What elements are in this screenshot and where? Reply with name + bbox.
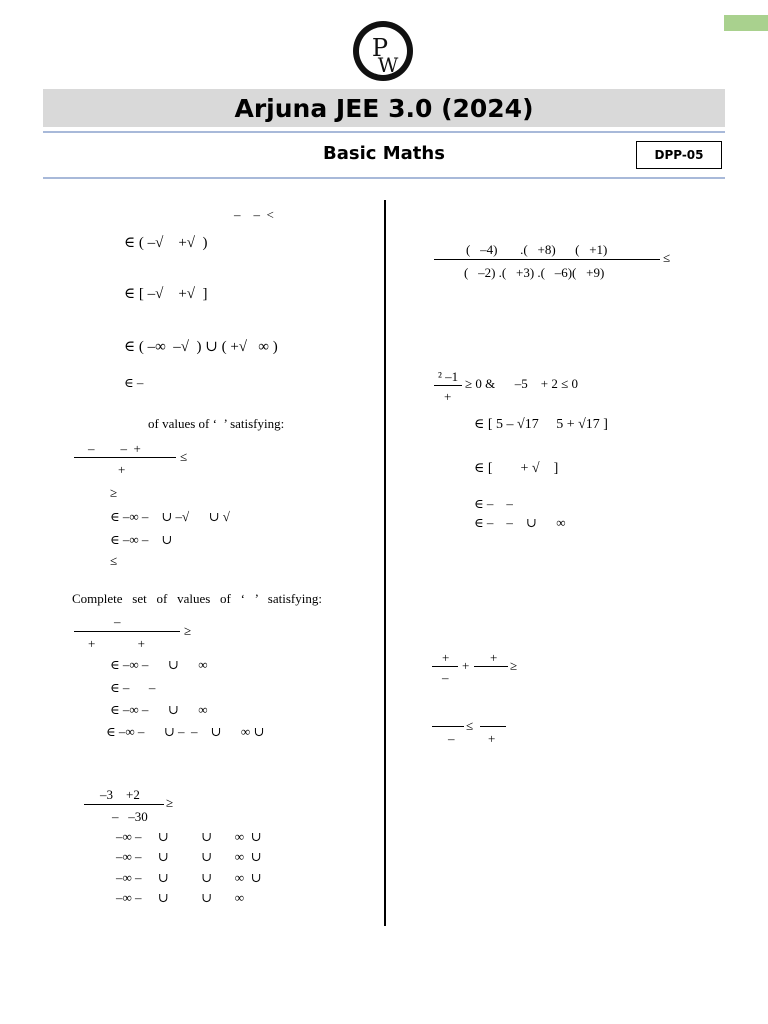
q4-relation: ≥ [166,795,174,810]
q7-fraction-bar-1 [432,666,458,667]
q1-option-a: ∈ ( –√ +√ ) [124,235,208,251]
q6-option-d: ∈ – – ∪ ∞ [474,515,566,530]
column-divider [384,200,386,926]
q6-condition-bar [434,385,462,386]
q8-denominator-1: – [448,731,455,746]
subject-title: Basic Maths [323,143,445,164]
q7-fraction-bar-2 [474,666,508,667]
q5-relation: ≤ [663,250,671,265]
dpp-badge: DPP-05 [636,141,722,169]
q3-relation: ≥ [184,623,192,638]
q6-option-b: ∈ [ + √ ] [474,461,559,476]
q2-relation: ≤ [180,449,188,464]
q3-fraction-bar [74,631,180,632]
pw-logo [352,20,414,82]
q8-fraction-bar-1 [432,726,464,727]
q7-numerator-2: + [490,650,498,665]
q2-option-a: ≥ [110,485,118,500]
q1-stem: – – < [234,207,274,222]
q1-option-b: ∈ [ –√ +√ ] [124,286,208,302]
q5-numerator: ( –4) .( +8) ( +1) [466,242,608,257]
document-title: Arjuna JEE 3.0 (2024) [43,89,725,127]
q2-fraction-bar [74,457,176,458]
svg-text:P: P [371,34,389,62]
svg-text:W: W [377,53,399,77]
q6-condition-numerator: ² –1 [438,369,459,384]
q3-option-b: ∈ – – [110,680,156,695]
q2-option-c: ∈ –∞ – ∪ [110,532,173,547]
q2-option-d: ≤ [110,553,118,568]
q1-option-c: ∈ ( –∞ –√ ) ∪ ( +√ ∞ ) [124,339,278,355]
q2-stem: of values of ‘ ’ satisfying: [148,416,285,431]
q3-stem: Complete set of values of ‘ ’ satisfying: [72,591,322,606]
q1-option-d: ∈ – [124,375,144,390]
q6-option-a: ∈ [ 5 – √17 5 + √17 ] [474,417,608,432]
q5-fraction-bar [434,259,660,260]
q6-condition-denominator: + [444,389,452,404]
q2-option-b: ∈ –∞ – ∪ –√ ∪ √ [110,509,230,524]
q8-fraction-bar-2 [480,726,506,727]
q4-option-a: –∞ – ∪ ∪ ∞ ∪ [116,829,262,844]
q2-denominator: + [118,462,126,477]
q4-option-b: –∞ – ∪ ∪ ∞ ∪ [116,849,262,864]
header-rule-bottom [43,177,725,179]
q6-condition-rest: ≥ 0 & –5 + 2 ≤ 0 [465,376,578,391]
q4-numerator: –3 +2 [100,787,140,802]
q6-option-c: ∈ – – [474,496,513,511]
q7-plus: + [462,658,470,673]
q7-relation: ≥ [510,658,518,673]
q8-relation: ≤ [466,718,474,733]
header-rule-top [43,131,725,133]
q5-denominator: ( –2) .( +3) .( –6)( +9) [464,265,605,280]
q2-numerator: – – + [88,441,141,456]
q8-denominator-2: + [488,731,496,746]
corner-tab [724,15,768,31]
q4-option-c: –∞ – ∪ ∪ ∞ ∪ [116,870,262,885]
q7-numerator-1: + [442,650,450,665]
q3-numerator: – [114,614,121,629]
q4-fraction-bar [84,804,164,805]
q7-denominator-1: – [442,670,449,685]
q4-option-d: –∞ – ∪ ∪ ∞ [116,890,245,905]
q3-option-c: ∈ –∞ – ∪ ∞ [110,702,208,717]
q3-denominator: + + [88,636,145,651]
q3-option-d: ∈ –∞ – ∪ – – ∪ ∞ ∪ [106,724,265,739]
q4-denominator: – –30 [112,809,148,824]
q3-option-a: ∈ –∞ – ∪ ∞ [110,657,208,672]
